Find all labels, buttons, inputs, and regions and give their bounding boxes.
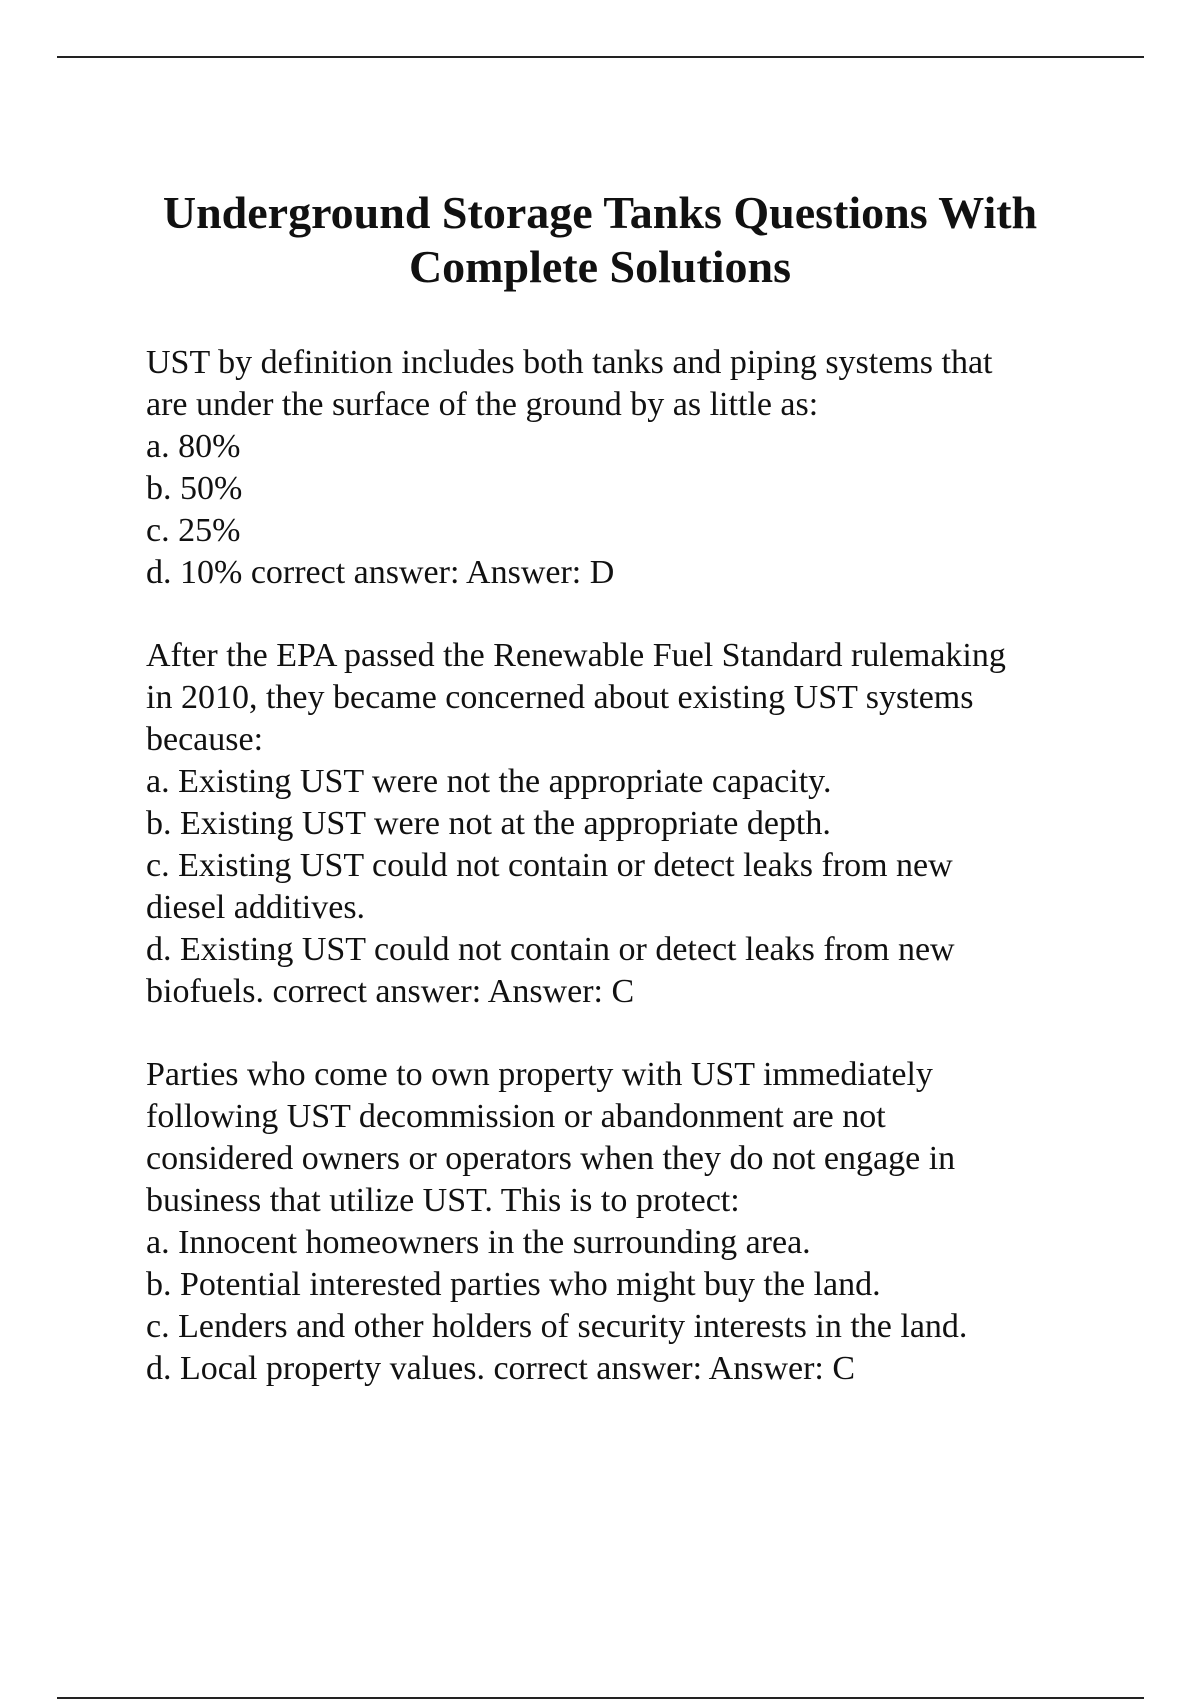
question-3-text-line: following UST decommission or abandonment are not xyxy=(146,1098,886,1135)
question-1-option-b: b. 50% xyxy=(146,470,243,507)
question-3-option-b: b. Potential interested parties who might buy the land. xyxy=(146,1266,881,1303)
question-2-text-line: After the EPA passed the Renewable Fuel Standard rulemaking xyxy=(146,637,1006,674)
question-1-option-a: a. 80% xyxy=(146,428,241,465)
question-1-text-line: UST by definition includes both tanks and piping systems that xyxy=(146,344,993,381)
document-title xyxy=(60,186,1140,294)
question-2-option-b: b. Existing UST were not at the appropriate depth. xyxy=(146,805,831,842)
question-2-option-c-cont: diesel additives. xyxy=(146,889,366,926)
title-line: Underground Storage Tanks Questions With xyxy=(162,187,1038,238)
question-3-text-line: considered owners or operators when they do not engage in xyxy=(146,1140,956,1177)
question-3-option-c: c. Lenders and other holders of security interests in the land. xyxy=(146,1308,968,1345)
question-2-option-d-answer: biofuels. correct answer: Answer: C xyxy=(146,973,635,1010)
question-2-text-line: in 2010, they became concerned about existing UST systems xyxy=(146,679,974,716)
question-1-option-d-answer: d. 10% correct answer: Answer: D xyxy=(146,554,615,591)
question-3-text-line: business that utilize UST. This is to protect: xyxy=(146,1182,740,1219)
question-block-3 xyxy=(146,1054,1106,1390)
question-2-option-a: a. Existing UST were not the appropriate capacity. xyxy=(146,763,832,800)
question-2-text-line: because: xyxy=(146,721,264,758)
question-block-1 xyxy=(146,342,1106,594)
question-3-option-a: a. Innocent homeowners in the surrounding area. xyxy=(146,1224,811,1261)
header-rule xyxy=(57,56,1144,58)
title-line: Complete Solutions xyxy=(408,241,792,292)
footer-rule xyxy=(57,1697,1144,1699)
question-2-option-c: c. Existing UST could not contain or detect leaks from new xyxy=(146,847,953,884)
question-3-option-d-answer: d. Local property values. correct answer: Answer: C xyxy=(146,1350,856,1387)
question-3-text-line: Parties who come to own property with UST immediately xyxy=(146,1056,933,1093)
question-block-2 xyxy=(146,635,1106,1013)
question-2-option-d: d. Existing UST could not contain or detect leaks from new xyxy=(146,931,955,968)
question-1-option-c: c. 25% xyxy=(146,512,241,549)
question-1-text-line: are under the surface of the ground by as little as: xyxy=(146,386,819,423)
